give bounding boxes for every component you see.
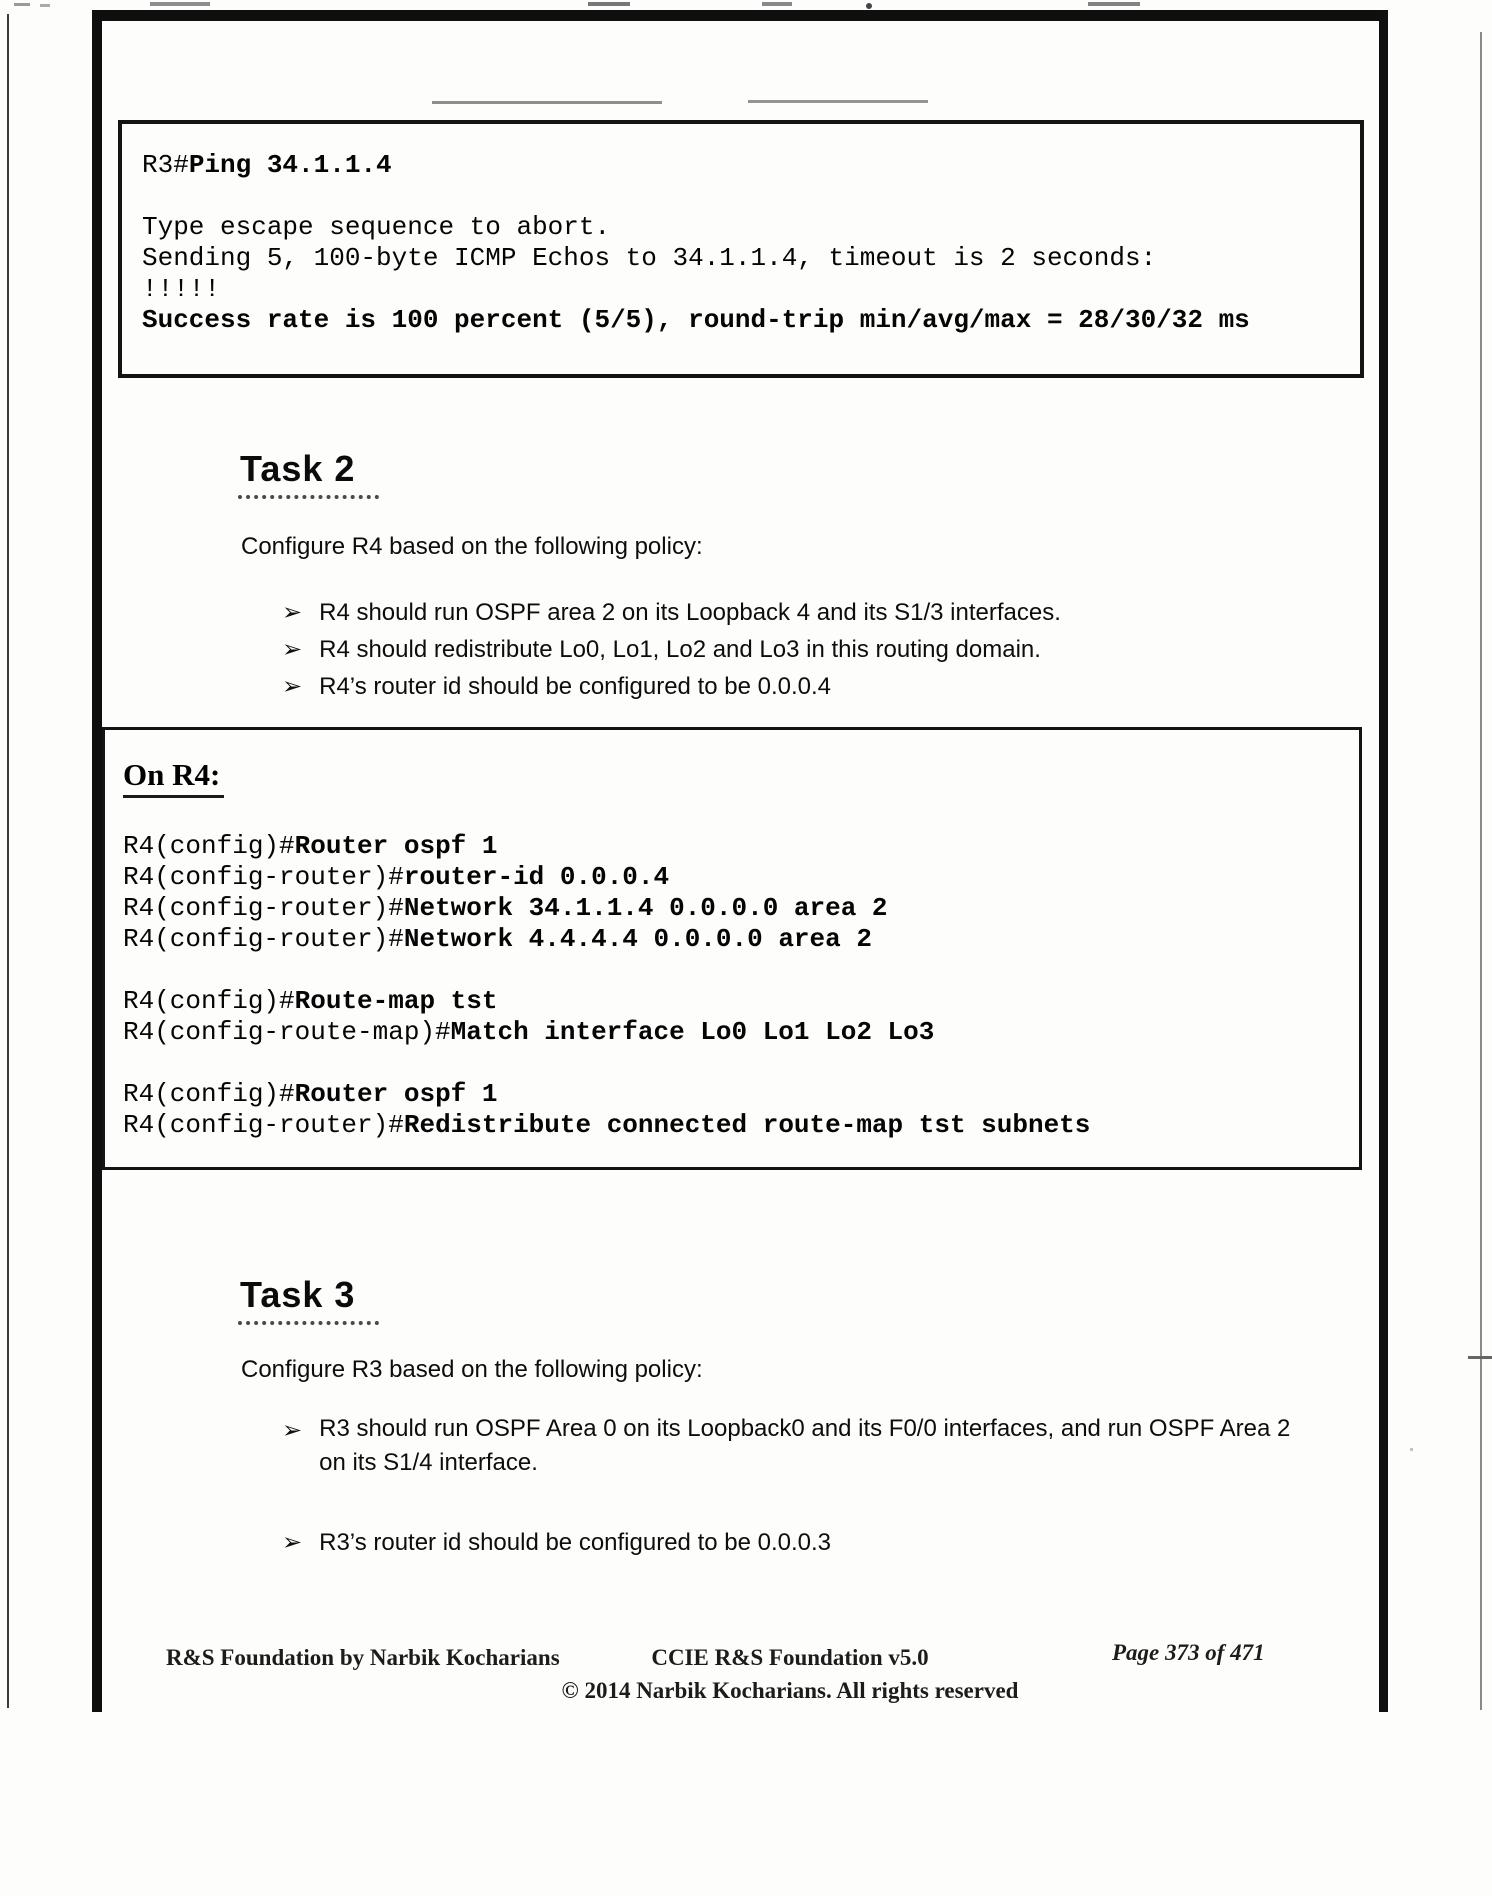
cli-command: Match interface Lo0 Lo1 Lo2 Lo3 (450, 1017, 935, 1047)
footer-edition (470, 1645, 1110, 1704)
ping-output-line: Sending 5, 100-byte ICMP Echos to 34.1.1.4, timeout is 2 seconds: (142, 243, 1157, 273)
cli-command: Route-map tst (294, 986, 498, 1016)
scan-artifact-dash (762, 2, 792, 6)
bullet-text: R3 should run OSPF Area 0 on its Loopback0 and its F0/0 interfaces, and run OSPF Area 2 on its S1/4 interface. (319, 1415, 1291, 1476)
arrow-bullet-icon: ➢ (282, 672, 303, 700)
right-page-edge-line (1480, 32, 1482, 1710)
cli-prompt: R4(config-router)# (123, 862, 404, 892)
ping-command-line (142, 150, 1352, 181)
cli-prompt: R4(config)# (123, 831, 295, 861)
cli-command: Network 4.4.4.4 0.0.0.0 area 2 (403, 924, 872, 954)
cli-prompt: R3# (142, 150, 189, 180)
task2-bullet-list (282, 594, 1061, 705)
scan-artifact-dash (1088, 2, 1140, 6)
bullet-text: R4 should redistribute Lo0, Lo1, Lo2 and Lo3 in this routing domain. (319, 636, 1041, 663)
cli-command: router-id 0.0.0.4 (403, 862, 670, 892)
task3-intro: Configure R3 based on the following policy: (241, 1356, 703, 1383)
left-page-edge-line (7, 14, 9, 1708)
arrow-bullet-icon: ➢ (282, 598, 303, 626)
blank-line (142, 181, 1352, 212)
arrow-bullet-icon: ➢ (282, 1528, 303, 1556)
cli-line (123, 1017, 1351, 1048)
cli-line (123, 1079, 1351, 1110)
ping-output-line: !!!!! (142, 274, 221, 304)
cli-prompt: R4(config)# (123, 986, 295, 1016)
footer-page-number: Page 373 of 471 (1112, 1640, 1265, 1665)
footer-edition-line: CCIE R&S Foundation v5.0 (651, 1645, 929, 1670)
config-box-heading: On R4: (123, 758, 224, 798)
scan-artifact-dash (40, 4, 50, 7)
arrow-bullet-icon: ➢ (282, 635, 303, 663)
cli-command: Router ospf 1 (294, 1079, 498, 1109)
footer-copyright: © 2014 Narbik Kocharians. All rights reserved (561, 1678, 1019, 1703)
cli-prompt: R4(config-router)# (123, 1110, 404, 1140)
ping-output-line: Type escape sequence to abort. (142, 212, 611, 242)
config-box (102, 727, 1362, 1170)
config-commands (123, 831, 1351, 1141)
list-item (282, 668, 1061, 705)
cli-prompt: R4(config-route-map)# (123, 1017, 451, 1047)
blank-line (123, 955, 1351, 986)
cli-line (123, 862, 1351, 893)
task2-heading: Task 2 (238, 450, 379, 499)
bullet-text: R3’s router id should be configured to be 0.0.0.3 (319, 1529, 832, 1556)
task3-bullet-list (282, 1412, 1304, 1561)
task3-heading: Task 3 (238, 1276, 379, 1325)
arrow-bullet-icon: ➢ (282, 1416, 303, 1444)
cli-prompt: R4(config)# (123, 1079, 295, 1109)
scan-artifact-tick (1468, 1356, 1492, 1359)
list-item (282, 631, 1061, 668)
cli-line (123, 924, 1351, 955)
cli-line (123, 986, 1351, 1017)
list-item (282, 1412, 1304, 1480)
cli-command: Redistribute connected route-map tst subnets (403, 1110, 1091, 1140)
scan-artifact-dash (588, 2, 630, 6)
task2-intro: Configure R4 based on the following policy: (241, 533, 703, 560)
cli-command: Ping 34.1.1.4 (188, 150, 392, 180)
footer-book-title: R&S Foundation by Narbik Kocharians (166, 1645, 560, 1670)
bullet-text: R4 should run OSPF area 2 on its Loopback 4 and its S1/3 interfaces. (319, 599, 1061, 626)
cli-line (123, 1110, 1351, 1141)
cli-command: Network 34.1.1.4 0.0.0.0 area 2 (403, 893, 888, 923)
list-item (282, 1524, 1304, 1561)
cli-line (123, 893, 1351, 924)
scan-artifact-dash (150, 2, 210, 6)
ping-result-line: Success rate is 100 percent (5/5), round-trip min/avg/max = 28/30/32 ms (142, 305, 1250, 335)
cli-command: Router ospf 1 (294, 831, 498, 861)
scan-artifact-dash (14, 3, 30, 6)
blank-line (123, 1048, 1351, 1079)
cli-line (123, 831, 1351, 862)
ping-output-box (118, 120, 1364, 378)
cli-prompt: R4(config-router)# (123, 893, 404, 923)
list-item (282, 594, 1061, 631)
bullet-text: R4’s router id should be configured to be 0.0.0.4 (319, 673, 832, 700)
scan-artifact-speck (1410, 1448, 1413, 1451)
scan-artifact-dot (866, 3, 872, 9)
cli-prompt: R4(config-router)# (123, 924, 404, 954)
